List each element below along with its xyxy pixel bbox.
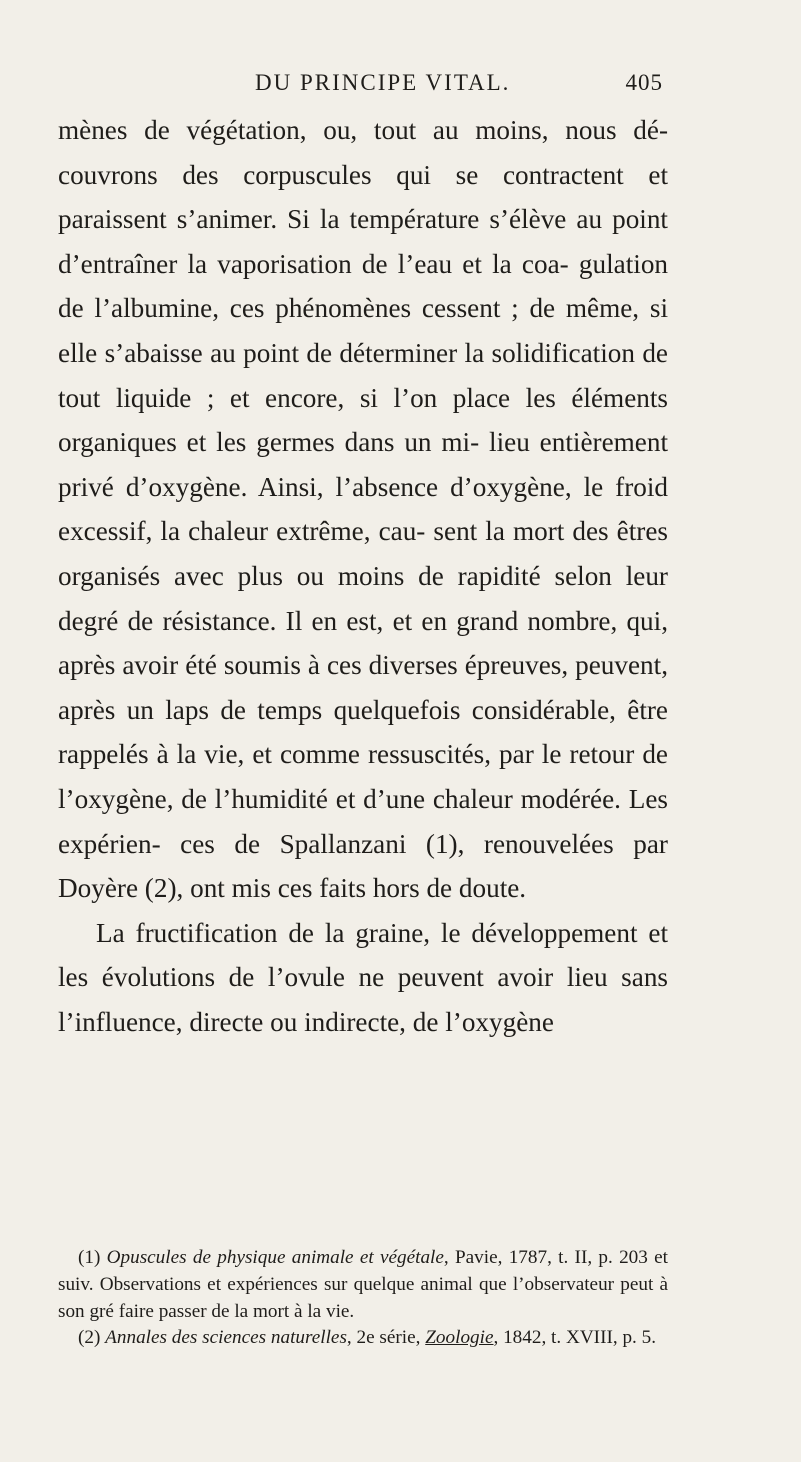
- footnote-1-rest: , Pavie, 1787, t. II, p. 203 et suiv. Observations et expériences sur quelque animal que l’observateur peut à son gré faire passer de la mort à la vie.: [58, 1247, 668, 1322]
- footnote-2: [58, 1325, 668, 1352]
- footnote-1-title: Opuscules de physique animale et végétale: [106, 1247, 444, 1268]
- paragraph-1: mènes de végétation, ou, tout au moins, nous dé- couvrons des corpuscules qui se contractent et paraissent s’animer. Si la température s’élève au point d’entraîner la vaporisation de l’eau et la coa- gulation de l’albumine, ces phénomènes cessent ; de même, si elle s’abaisse au point de déterminer la solidification de tout liquide ; et encore, si l’on place les éléments organiques et les germes dans un mi- lieu entièrement privé d’oxygène. Ainsi, l’absence d’oxygène, le froid excessif, la chaleur extrême, cau- sent la mort des êtres organisés avec plus ou moins de rapidité selon leur degré de résistance. Il en est, et en grand nombre, qui, après avoir été soumis à ces diverses épreuves, peuvent, après un laps de temps quelquefois considérable, être rappelés à la vie, et comme ressuscités, par le retour de l’oxygène, de l’humidité et d’une chaleur modérée. Les expérien- ces de Spallanzani (1), renouvelées par Doyère (2), ont mis ces faits hors de doute.: [58, 115, 668, 904]
- footnote-2-series: , 2e série,: [346, 1327, 426, 1349]
- footnote-1: [58, 1245, 668, 1325]
- running-head: [255, 70, 663, 96]
- footnotes: [58, 1245, 668, 1352]
- body-text: [58, 108, 668, 1044]
- page-number: 405: [625, 70, 663, 95]
- footnote-2-title: Annales des sciences naturelles: [105, 1327, 347, 1349]
- running-head-title: DU PRINCIPE VITAL.: [255, 70, 511, 95]
- footnote-2-marker: (2): [78, 1327, 101, 1349]
- footnote-2-rest: , 1842, t. XVIII, p. 5.: [493, 1327, 657, 1349]
- footnote-1-marker: (1): [78, 1247, 101, 1268]
- paragraph-2: La fructification de la graine, le développement et les évolutions de l’ovule ne peuvent avoir lieu sans l’influence, directe ou indirecte, de l’oxygène: [58, 917, 668, 1037]
- footnote-2-journal-section: Zoologie: [425, 1327, 494, 1349]
